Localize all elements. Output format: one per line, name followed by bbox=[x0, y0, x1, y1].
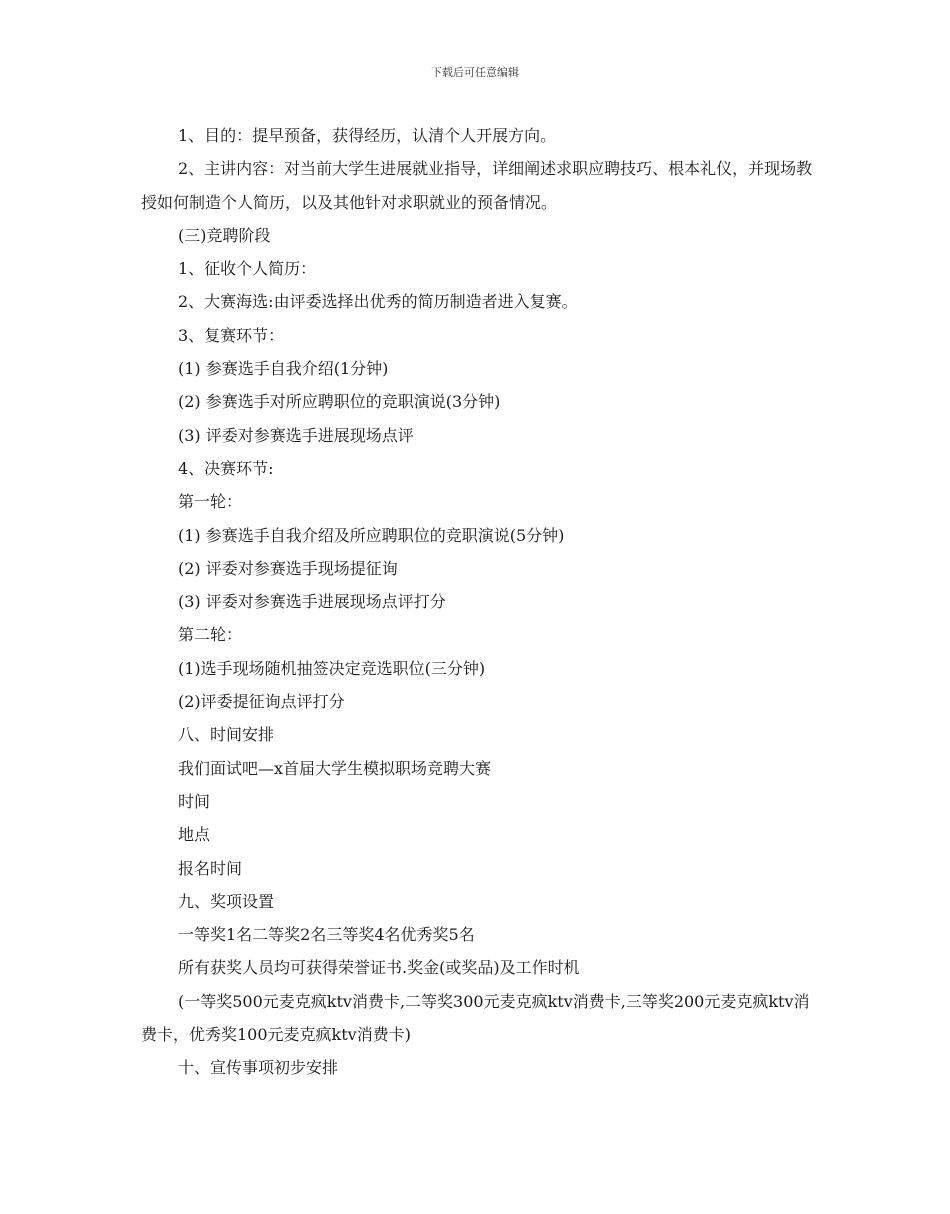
section-heading-awards: 九、奖项设置 bbox=[178, 891, 275, 911]
paragraph-preliminary: 2、大赛海选:由评委选择出优秀的简历制造者进入复赛。 bbox=[178, 292, 578, 312]
paragraph-award-benefits: 所有获奖人员均可获得荣誉证书.奖金(或奖品)及工作时机 bbox=[178, 958, 580, 978]
list-item: (2) 评委对参赛选手现场提征询 bbox=[178, 558, 398, 578]
list-item: (1) 参赛选手自我介绍(1分钟) bbox=[178, 359, 389, 379]
list-item: (2) 参赛选手对所应聘职位的竞职演说(3分钟) bbox=[178, 392, 501, 412]
page-header: 下载后可任意编辑 bbox=[431, 66, 519, 79]
list-item: (2)评委提征询点评打分 bbox=[178, 692, 345, 712]
paragraph-location: 地点 bbox=[178, 825, 211, 845]
paragraph-round-one: 第一轮： bbox=[178, 492, 243, 512]
document-body bbox=[141, 119, 813, 1085]
paragraph-registration-time: 报名时间 bbox=[178, 858, 243, 878]
list-item: (3) 评委对参赛选手进展现场点评打分 bbox=[178, 592, 446, 612]
section-heading-competition-stage: (三)竞聘阶段 bbox=[178, 225, 271, 245]
section-heading-schedule: 八、时间安排 bbox=[178, 725, 275, 745]
paragraph-award-counts: 一等奖1名二等奖2名三等奖4名优秀奖5名 bbox=[178, 925, 475, 945]
paragraph-purpose: 1、目的：提早预备，获得经历，认清个人开展方向。 bbox=[178, 126, 557, 145]
paragraph-semifinal: 3、复赛环节： bbox=[178, 325, 285, 345]
paragraph-lecture-content: 2、主讲内容：对当前大学生进展就业指导，详细阐述求职应聘技巧、根本礼仪，并现场教授如何制造个人简历，以及其他针对求职就业的预备情况。 bbox=[141, 159, 813, 212]
paragraph-round-two: 第二轮： bbox=[178, 625, 243, 645]
list-item: (3) 评委对参赛选手进展现场点评 bbox=[178, 425, 414, 445]
paragraph-collect-resumes: 1、征收个人简历： bbox=[178, 259, 317, 279]
list-item: (1)选手现场随机抽签决定竞选职位(三分钟) bbox=[178, 658, 486, 678]
paragraph-time: 时间 bbox=[178, 791, 211, 811]
paragraph-award-prizes: (一等奖500元麦克疯ktv消费卡,二等奖300元麦克疯ktv消费卡,三等奖200元麦克疯ktv消费卡，优秀奖100元麦克疯ktv消费卡) bbox=[141, 991, 810, 1045]
paragraph-event-name: 我们面试吧—x首届大学生模拟职场竞聘大赛 bbox=[178, 758, 492, 778]
list-item: (1) 参赛选手自我介绍及所应聘职位的竞职演说(5分钟) bbox=[178, 525, 565, 545]
paragraph-final: 4、决赛环节: bbox=[178, 458, 274, 478]
section-heading-publicity: 十、宣传事项初步安排 bbox=[178, 1058, 339, 1078]
